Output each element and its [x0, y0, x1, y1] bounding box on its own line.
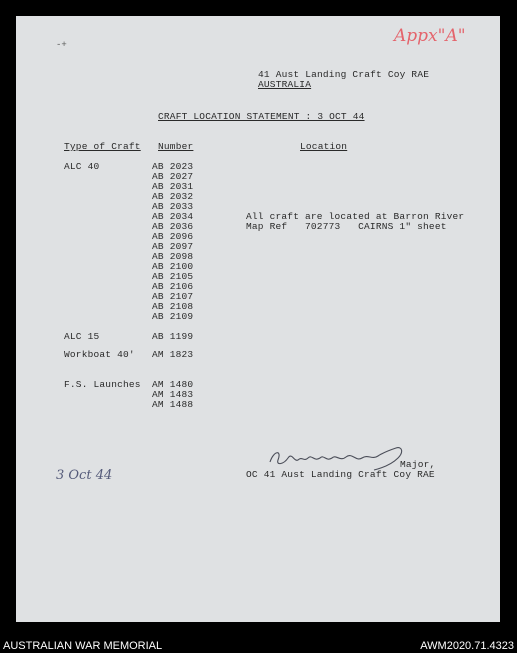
craft-number: AB 1199 — [152, 331, 194, 342]
country-heading: AUSTRALIA — [258, 79, 312, 90]
craft-number: AB 2096 — [152, 231, 194, 242]
craft-number: AB 2106 — [152, 281, 194, 292]
craft-number: AM 1483 — [152, 389, 194, 400]
document-title: CRAFT LOCATION STATEMENT : 3 OCT 44 — [158, 111, 365, 122]
craft-number: AM 1488 — [152, 399, 194, 410]
footer-accession-number: AWM2020.71.4323 — [420, 640, 514, 652]
header-location: Location — [300, 141, 348, 152]
craft-number: AB 2108 — [152, 301, 194, 312]
craft-number: AB 2100 — [152, 261, 194, 272]
craft-type: ALC 40 — [64, 161, 100, 172]
craft-number: AB 2027 — [152, 171, 194, 182]
craft-number: AB 2105 — [152, 271, 194, 282]
craft-number: AB 2109 — [152, 311, 194, 322]
craft-number: AB 2097 — [152, 241, 194, 252]
header-number: Number — [158, 141, 194, 152]
craft-number: AM 1823 — [152, 349, 194, 360]
craft-type: ALC 15 — [64, 331, 100, 342]
craft-number-list — [152, 332, 193, 342]
document-page — [16, 16, 500, 622]
punch-mark: -+ — [56, 40, 67, 50]
craft-number: AB 2034 — [152, 211, 194, 222]
appendix-annotation: Appx"A" — [394, 26, 466, 46]
craft-number: AM 1480 — [152, 379, 194, 390]
signatory-rank: Major, — [400, 459, 436, 470]
craft-number-list — [152, 380, 193, 410]
date-annotation: 3 Oct 44 — [56, 468, 113, 483]
craft-number: AB 2036 — [152, 221, 194, 232]
craft-number: AB 2031 — [152, 181, 194, 192]
craft-number: AB 2098 — [152, 251, 194, 262]
location-line-1: All craft are located at Barron River — [246, 211, 465, 222]
craft-number: AB 2032 — [152, 191, 194, 202]
craft-number: AB 2033 — [152, 201, 194, 212]
craft-type: F.S. Launches — [64, 379, 141, 390]
craft-number: AB 2107 — [152, 291, 194, 302]
signatory-unit: OC 41 Aust Landing Craft Coy RAE — [246, 469, 435, 480]
craft-number: AB 2023 — [152, 161, 194, 172]
unit-heading: 41 Aust Landing Craft Coy RAE — [258, 69, 430, 80]
craft-number-list — [152, 350, 193, 360]
craft-number-list — [152, 162, 193, 322]
header-type-of-craft: Type of Craft — [64, 141, 141, 152]
craft-type: Workboat 40' — [64, 349, 135, 360]
footer-institution: AUSTRALIAN WAR MEMORIAL — [3, 640, 163, 652]
location-line-2: Map Ref 702773 CAIRNS 1" sheet — [246, 221, 447, 232]
